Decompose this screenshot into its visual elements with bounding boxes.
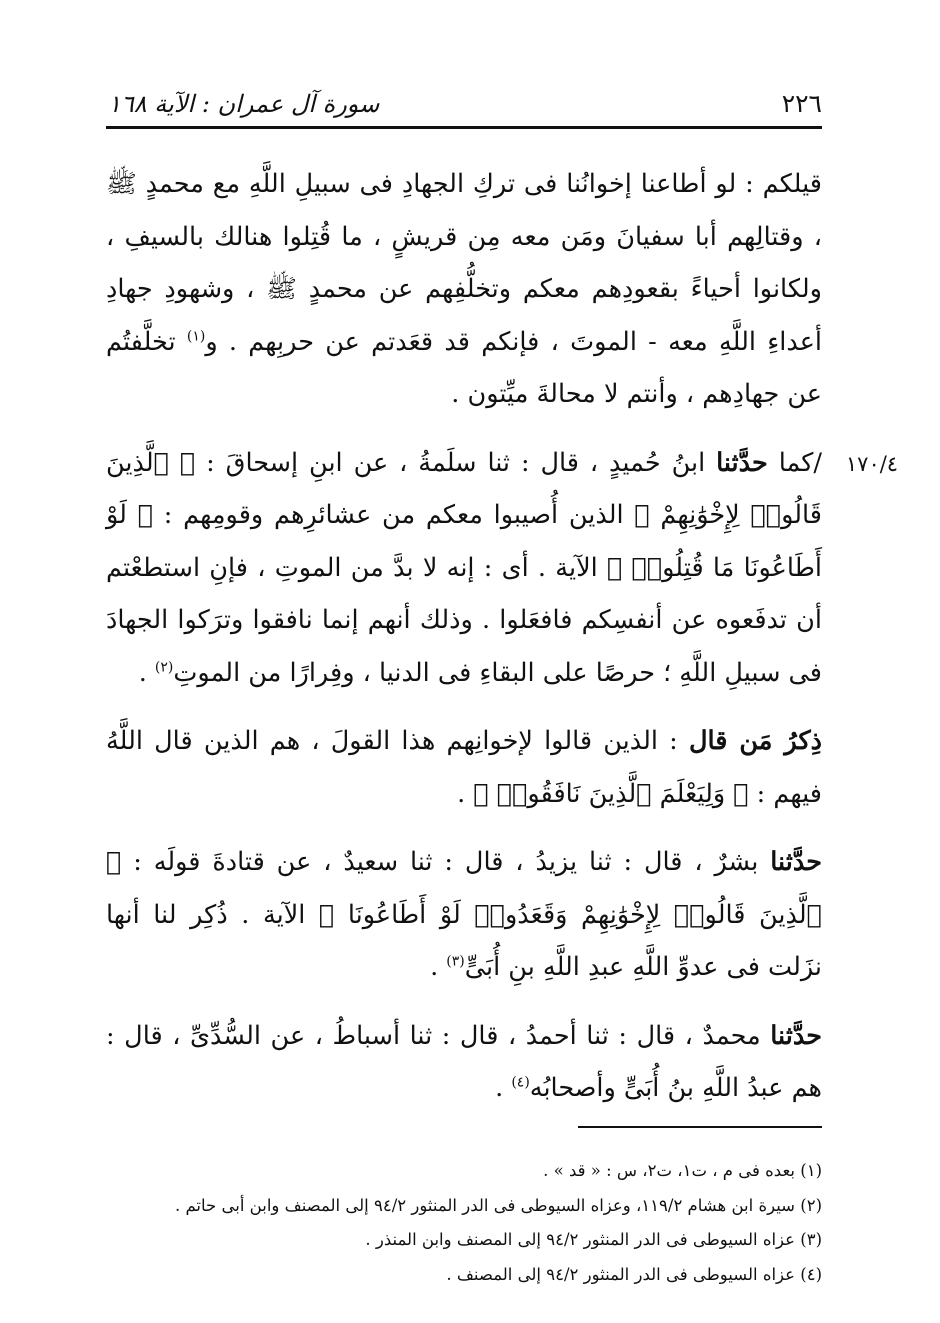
footnote-3: (٣) عزاه السيوطى فى الدر المنثور ٩٤/٢ إلى المصنف وابن المنذر .: [365, 1230, 822, 1249]
footnote-1: (١) بعده فى م ، ت١، ت٢، س : « قد » .: [543, 1161, 822, 1180]
running-title: سورة آل عمران : الآية ١٦٨: [108, 90, 380, 118]
footnote-4: (٤) عزاه السيوطى فى الدر المنثور ٩٤/٢ إلى المصنف .: [446, 1264, 822, 1284]
paragraph-1: [106, 158, 822, 421]
paragraph-3-text: : الذين قالوا لإخوانِهم هذا القولَ ، هم الذين قال اللَّهُ فيهم : ﴿ وَلِيَعْلَمَ ٱلَّذِينَ نَافَقُوا۟ ﴾ .: [106, 726, 822, 809]
main-text: [106, 158, 822, 1115]
paragraph-2-text: ابنُ حُميدٍ ، قال : ثنا سلَمةُ ، عن ابنِ إسحاقَ : ﴿ ٱلَّذِينَ قَالُوا۟ لِإِخْوَٰنِهِمْ ﴾ الذين أُصيبوا معكم من عشائرِهم وقومِهم : ﴿ لَوْ أَطَاعُونَا مَا قُتِلُوا۟ ﴾ الآية . أى : إنه لا بدَّ من الموتِ ، فإنِ استطعْتم أن تدفَعوه عن أنفسِكم فافعَلوا . وذلك أنهم إنما نافقوا وترَكوا الجهادَ فى سبيلِ اللَّهِ ؛ حرصًا على البقاءِ فى الدنيا ، وفِرارًا من الموتِ: [106, 447, 822, 688]
paragraph-2-lead: /كما: [767, 447, 822, 478]
page-header: [108, 78, 822, 118]
paragraph-4-text: بشرٌ ، قال : ثنا يزيدُ ، قال : ثنا سعيدٌ ، عن قتادةَ قولَه : ﴿ ٱلَّذِينَ قَالُوا۟ لِإِخْوَٰنِهِمْ وَقَعَدُوا۟ لَوْ أَطَاعُونَا ﴾ الآية . ذُكِر لنا أنها نزَلت فى عدوِّ اللَّهِ عبدِ اللَّهِ بنِ أُبَىٍّ: [106, 847, 822, 982]
footnote-ref-4: (٤): [511, 1074, 530, 1091]
footnote-ref-2: (٢): [154, 659, 174, 675]
footnote-ref-3: (٣): [446, 953, 465, 970]
page-number: ٢٢٦: [781, 89, 822, 118]
header-rule: [106, 126, 822, 129]
paragraph-4-isnad: حدَّثنا: [770, 847, 822, 877]
paragraph-5-isnad: حدَّثنا: [770, 1020, 822, 1051]
footnote-rule: [578, 1126, 822, 1128]
paragraph-2-tail: .: [138, 657, 155, 688]
paragraph-5-tail: .: [495, 1073, 512, 1103]
paragraph-2: [106, 437, 822, 700]
margin-reference: ١٧٠/٤: [845, 452, 899, 476]
paragraph-5: [106, 1010, 822, 1115]
paragraph-5-text: محمدٌ ، قال : ثنا أحمدُ ، قال : ثنا أسباطُ ، عن السُّدِّىِّ ، قال : هم عبدُ اللَّهِ بنُ أُبَىٍّ وأصحابُه: [106, 1020, 822, 1103]
paragraph-3-heading: ذِكرُ مَن قال: [688, 726, 822, 756]
paragraph-4: [106, 836, 822, 994]
paragraph-2-isnad: حدَّثنا: [716, 447, 768, 478]
paragraph-3: [106, 715, 822, 820]
footnotes: [106, 1154, 822, 1292]
paragraph-1-tail: تخلَّفتُم عن جهادِهم ، وأنتم لا محالةَ ميِّتون .: [106, 326, 822, 409]
paragraph-4-tail: .: [430, 952, 447, 982]
footnote-ref-1: (١): [186, 328, 206, 344]
footnote-2: (٢) سيرة ابن هشام ١١٩/٢، وعزاه السيوطى فى الدر المنثور ٩٤/٢ إلى المصنف وابن أبى حاتم .: [174, 1195, 822, 1215]
paragraph-1-text: قيلكم : لو أطاعنا إخوانُنا فى تركِ الجهادِ فى سبيلِ اللَّهِ مع محمدٍ ﷺ ، وقتالِهم أبا سفيانَ ومَن معه مِن قريشٍ ، ما قُتِلوا هنالك بالسيفِ ، ولكانوا أحياءً بقعودِهم معكم وتخلُّفِهم عن محمدٍ ﷺ ، وشهودِ جهادِ أعداءِ اللَّهِ معه - الموتَ ، فإنكم قد قعَدتم عن حربِهم . و: [106, 169, 823, 357]
